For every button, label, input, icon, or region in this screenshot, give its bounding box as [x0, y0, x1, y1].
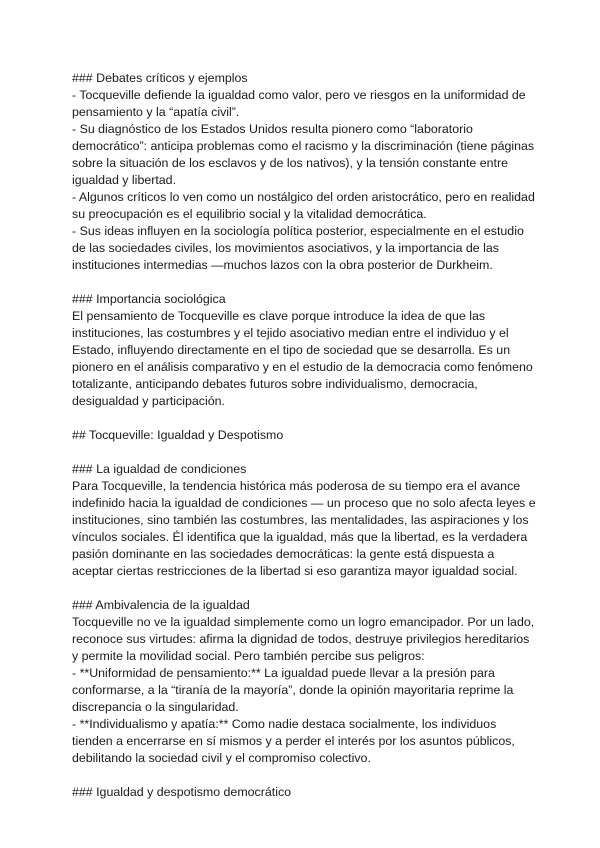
- text-line: sobre la situación de los esclavos y de los nativos), y la tensión constante entre: [72, 156, 508, 170]
- paragraph-gap: [72, 274, 542, 291]
- text-line: discrepancia o la singularidad.: [72, 700, 239, 714]
- text-line: El pensamiento de Tocqueville es clave porque introduce la idea de que las: [72, 309, 486, 323]
- text-line: de las sociedades civiles, los movimientos asociativos, y la importancia de las: [72, 241, 499, 255]
- text-line: - Tocqueville defiende la igualdad como valor, pero ve riesgos en la uniformidad de: [72, 88, 526, 102]
- text-line: y permite la movilidad social. Pero también percibe sus peligros:: [72, 649, 425, 663]
- text-line: - **Individualismo y apatía:** Como nadie destaca socialmente, los individuos: [72, 717, 497, 731]
- text-line: su preocupación es el equilibrio social y la vitalidad democrática.: [72, 207, 427, 221]
- section-heading: ### Importancia sociológica: [72, 292, 226, 306]
- paragraph-gap: [72, 410, 542, 427]
- paragraph-gap: [72, 444, 542, 461]
- text-line: Para Tocqueville, la tendencia histórica más poderosa de su tiempo era el avance: [72, 479, 521, 493]
- text-line: pasión dominante en las sociedades democráticas: la gente está dispuesta a: [72, 547, 495, 561]
- text-line: pionero en el análisis comparativo y en el estudio de la democracia como fenómeno: [72, 360, 533, 374]
- section-importancia: [72, 291, 542, 410]
- paragraph-gap: [72, 580, 542, 597]
- text-line: debilitando la sociedad civil y el compromiso colectivo.: [72, 751, 371, 765]
- text-line: totalizante, anticipando debates futuros sobre individualismo, democracia,: [72, 377, 478, 391]
- section-debates: [72, 70, 542, 274]
- text-line: democrático”: anticipa problemas como el racismo y la discriminación (tiene páginas: [72, 139, 535, 153]
- section-despotismo: [72, 784, 542, 801]
- text-line: Estado, influyendo directamente en el tipo de sociedad que se desarrolla. Es un: [72, 343, 511, 357]
- section-heading: ### La igualdad de condiciones: [72, 462, 247, 476]
- text-line: - **Uniformidad de pensamiento:** La igualdad puede llevar a la presión para: [72, 666, 495, 680]
- text-line: vínculos sociales. Él identifica que la igualdad, más que la libertad, es la verdadera: [72, 530, 528, 544]
- text-line: instituciones intermedias —muchos lazos con la obra posterior de Durkheim.: [72, 258, 493, 272]
- text-line: indefinido hacia la igualdad de condiciones — un proceso que no solo afecta leyes e: [72, 496, 536, 510]
- text-line: conformarse, a la “tiranía de la mayoría”, donde la opinión mayoritaria reprime la: [72, 683, 514, 697]
- section-titulo: [72, 427, 542, 444]
- text-line: instituciones, sino también las costumbres, las mentalidades, las aspiraciones y los: [72, 513, 529, 527]
- section-heading: ### Ambivalencia de la igualdad: [72, 598, 250, 612]
- text-line: aceptar ciertas restricciones de la libertad si eso garantiza mayor igualdad social.: [72, 564, 518, 578]
- section-ambivalencia: [72, 597, 542, 767]
- text-line: reconoce sus virtudes: afirma la dignidad de todos, destruye privilegios hereditarios: [72, 632, 530, 646]
- text-line: instituciones, las costumbres y el tejido asociativo median entre el individuo y el: [72, 326, 509, 340]
- paragraph-gap: [72, 767, 542, 784]
- document-page: [72, 70, 542, 801]
- section-heading: ## Tocqueville: Igualdad y Despotismo: [72, 428, 284, 442]
- text-line: desigualdad y participación.: [72, 394, 225, 408]
- section-heading: ### Igualdad y despotismo democrático: [72, 785, 292, 799]
- text-line: - Sus ideas influyen en la sociología política posterior, especialmente en el estudio: [72, 224, 524, 238]
- text-line: pensamiento y la “apatía civil”.: [72, 105, 240, 119]
- section-heading: ### Debates críticos y ejemplos: [72, 71, 248, 85]
- text-line: - Su diagnóstico de los Estados Unidos resulta pionero como “laboratorio: [72, 122, 473, 136]
- text-line: tienden a encerrarse en sí mismos y a perder el interés por los asuntos públicos,: [72, 734, 515, 748]
- text-line: igualdad y libertad.: [72, 173, 177, 187]
- text-line: - Algunos críticos lo ven como un nostálgico del orden aristocrático, pero en realidad: [72, 190, 535, 204]
- text-line: Tocqueville no ve la igualdad simplemente como un logro emancipador. Por un lado,: [72, 615, 535, 629]
- section-igualdad-condiciones: [72, 461, 542, 580]
